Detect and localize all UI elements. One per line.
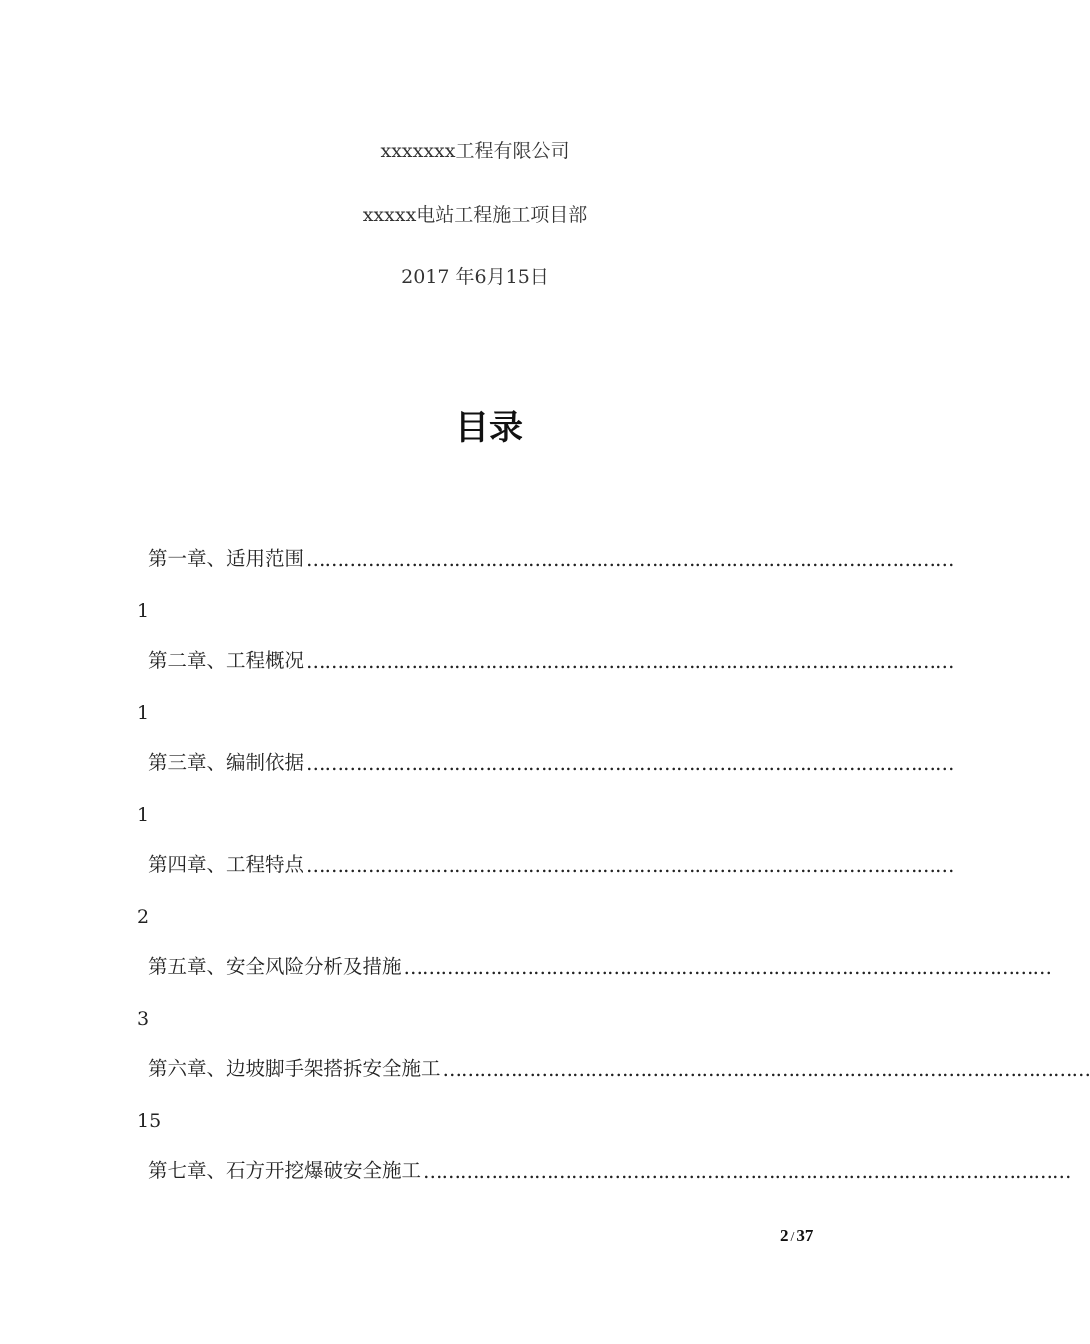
toc-entry[interactable] [148,949,1052,979]
toc-page-number: 15 [137,1110,162,1132]
toc-page-number: 1 [137,804,150,826]
toc-entry[interactable] [148,1153,1071,1183]
total-pages: 37 [796,1226,814,1245]
page-separator: / [790,1230,795,1245]
document-date: 2017 年6月15日 [401,266,549,288]
toc-page-number: 1 [137,600,150,622]
toc-entry[interactable] [148,745,954,775]
toc-page-number: 3 [137,1008,150,1030]
page-number [780,1226,813,1246]
toc-title: 目录 [455,408,523,448]
toc-leader-dots: …………………………………………………………………………………………… [403,956,1052,979]
toc-entry[interactable] [148,541,954,571]
toc-leader-dots: …………………………………………………………………………………………… [306,548,954,571]
toc-entry[interactable] [148,847,954,877]
toc-entry-label: 第六章、边坡脚手架搭拆安全施工 [148,1057,441,1080]
toc-leader-dots: …………………………………………………………………………………………… [442,1058,1090,1081]
toc-entry-label: 第一章、适用范围 [148,547,305,570]
toc-entry-label: 第七章、石方开挖爆破安全施工 [148,1159,422,1182]
toc-leader-dots: …………………………………………………………………………………………… [306,854,954,877]
toc-entry-label: 第二章、工程概况 [148,649,305,672]
toc-page-number: 2 [137,906,150,928]
toc-page-number: 1 [137,702,150,724]
company-name: xxxxxxx工程有限公司 [380,140,570,162]
toc-entry-label: 第五章、安全风险分析及措施 [148,955,402,978]
toc-leader-dots: …………………………………………………………………………………………… [306,752,954,775]
toc-entry-label: 第三章、编制依据 [148,751,305,774]
toc-entry[interactable] [148,643,954,673]
current-page: 2 [780,1226,789,1245]
toc-leader-dots: …………………………………………………………………………………………… [423,1160,1071,1183]
toc-leader-dots: …………………………………………………………………………………………… [306,650,954,673]
toc-entry-label: 第四章、工程特点 [148,853,305,876]
toc-entry[interactable] [148,1051,1090,1081]
project-department: xxxxx电站工程施工项目部 [362,204,588,226]
